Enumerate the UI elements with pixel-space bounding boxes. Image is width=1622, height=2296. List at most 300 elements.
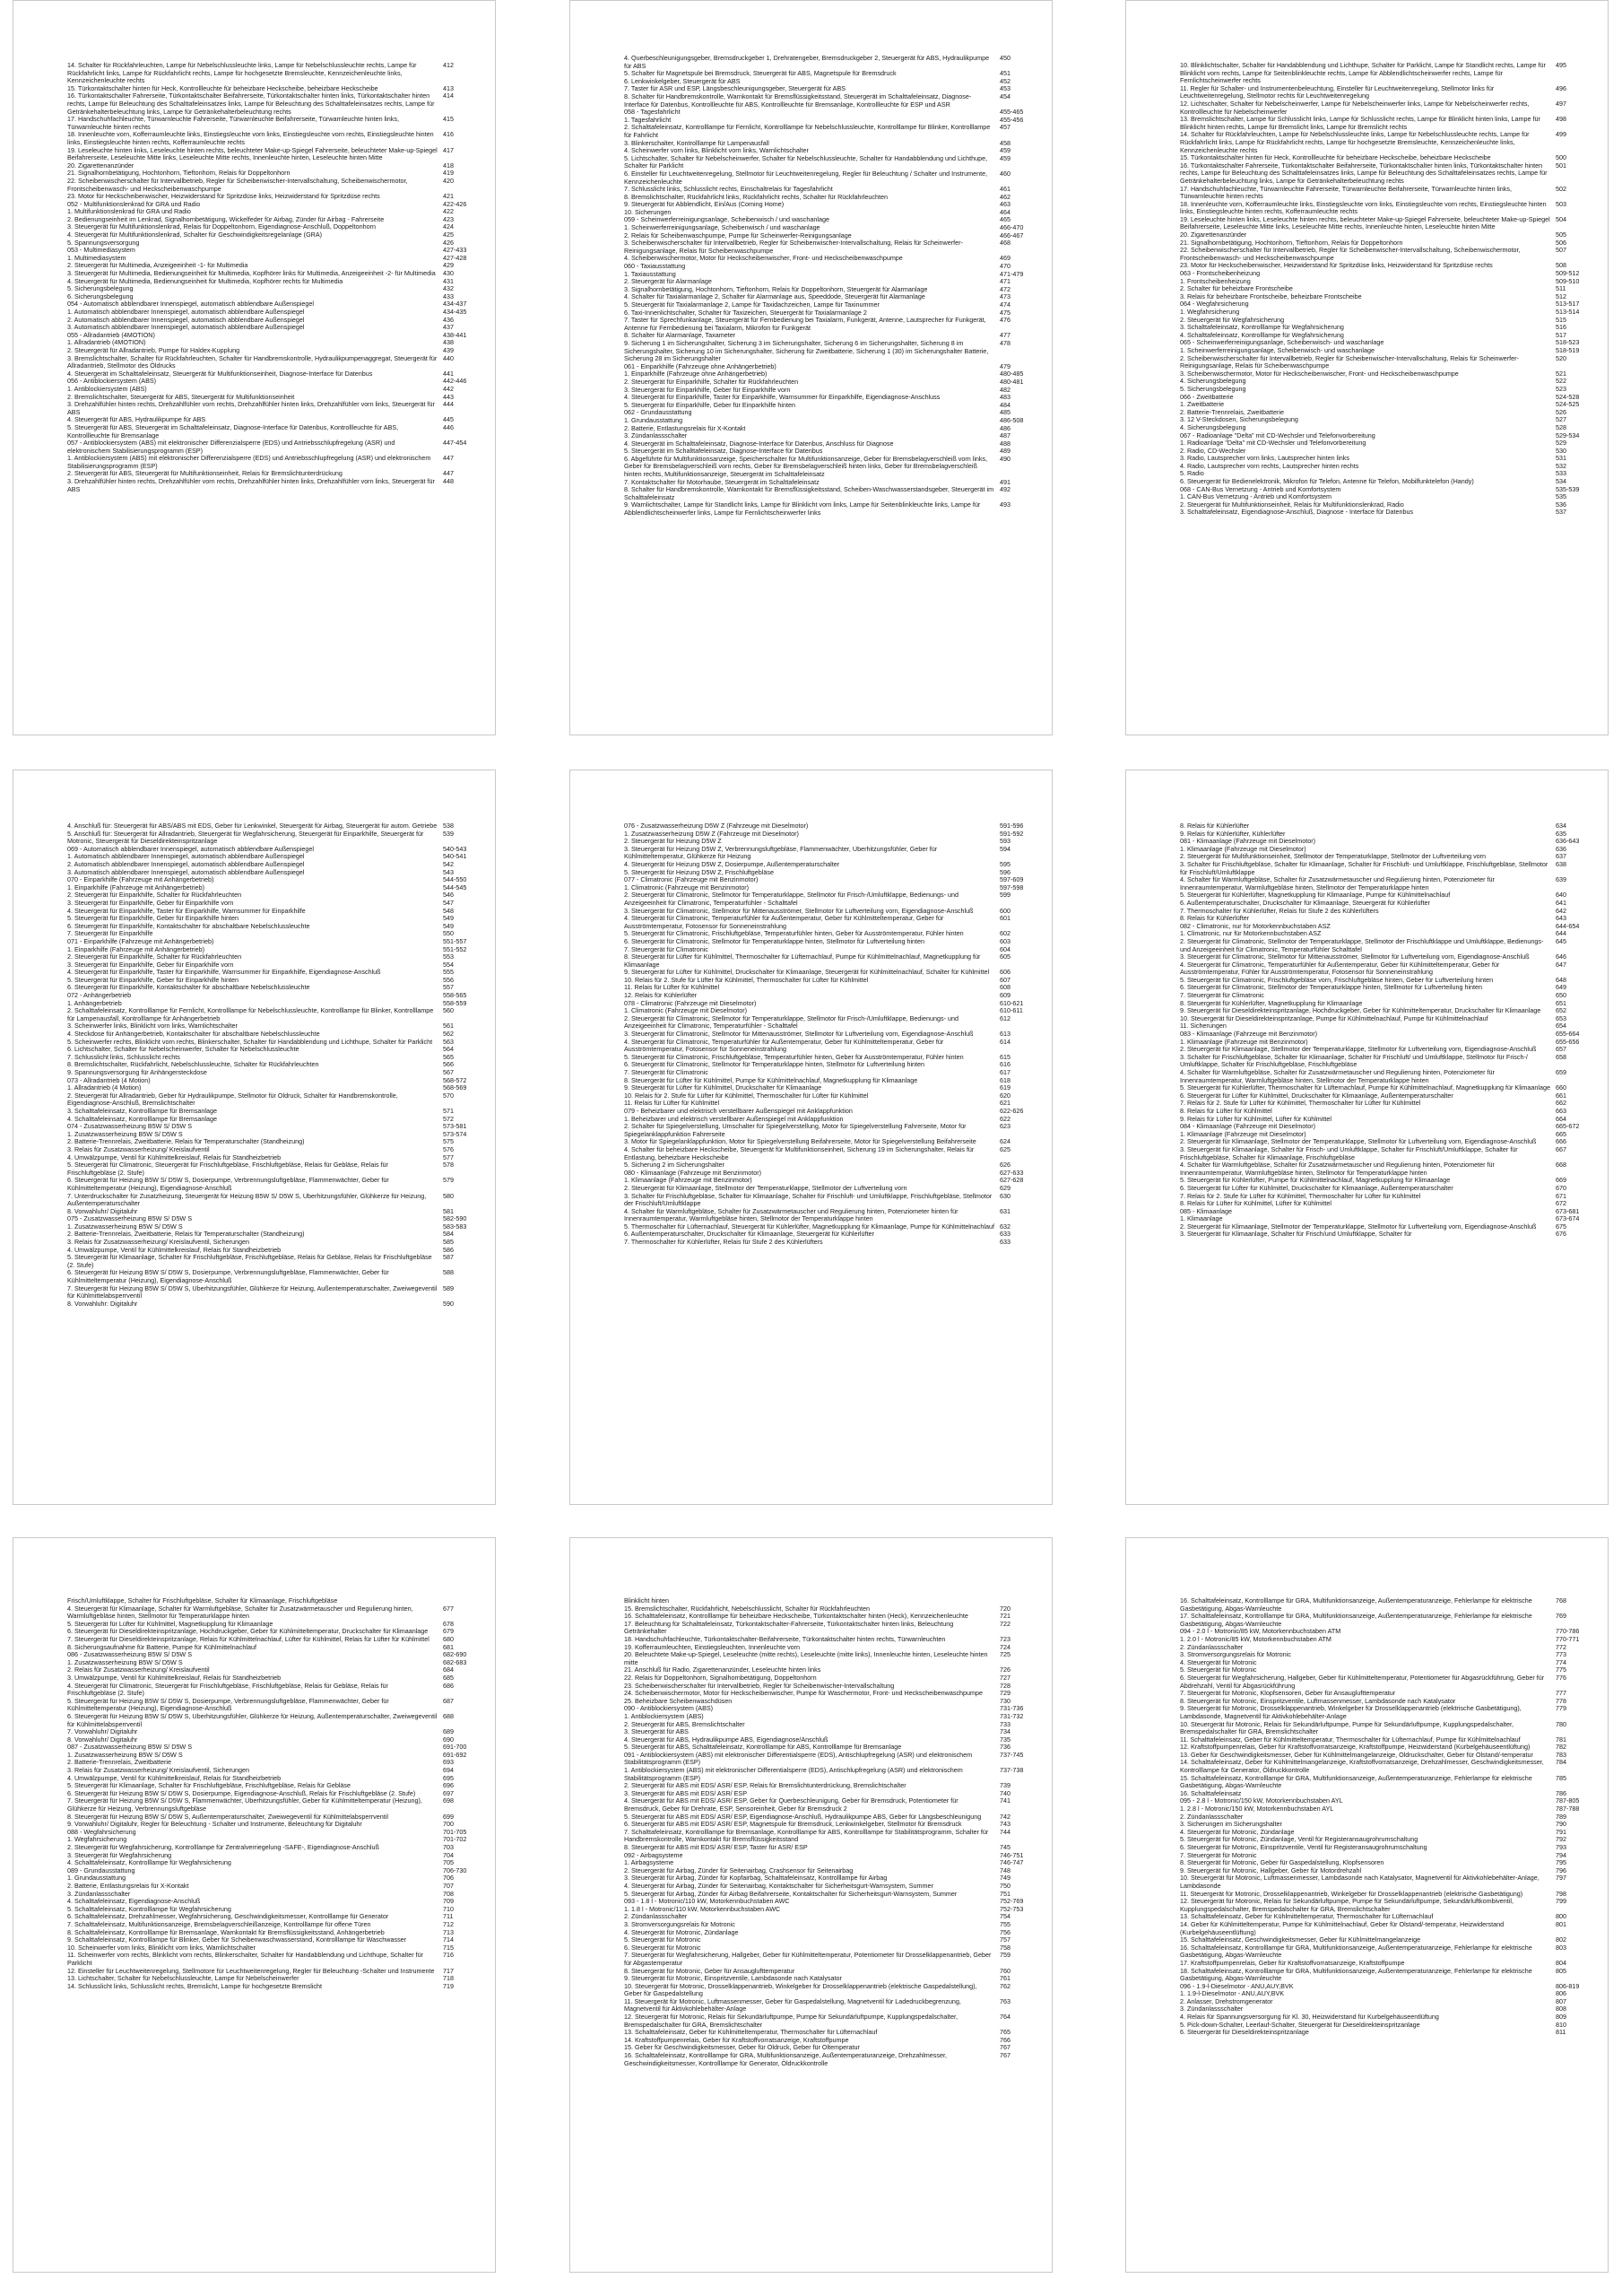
toc-entry (1180, 1666, 1595, 1674)
toc-entry (67, 1231, 482, 1239)
toc-entry-title: 3. Steuergerät für Climatronic, Stellmotor für Mittenausströmer, Stellmotor für Luftverteilung vorn, Eigendiagnose-Anschluß (624, 1031, 974, 1039)
toc-entry (67, 1247, 482, 1255)
toc-entry (67, 1921, 482, 1929)
toc-entry (67, 255, 482, 263)
toc-page-number: 673-681 (1556, 1206, 1580, 1215)
toc-entry (1180, 1852, 1595, 1860)
toc-page-number: 701-702 (443, 1835, 467, 1844)
toc-entry (624, 286, 1039, 294)
toc-page-number: 734 (1000, 1727, 1010, 1736)
toc-entry (624, 1123, 1039, 1138)
toc-page-number: 551-552 (443, 944, 467, 953)
toc-entry-title: 062 - Grundausstattung (624, 409, 692, 417)
toc-entry-title: 4. Umwälzpumpe, Ventil für Kühlmittelkreislauf, Relais für Standheizbetrieb (67, 1774, 282, 1782)
toc-entry (624, 1613, 1039, 1621)
toc-entry (67, 208, 482, 216)
toc-entry (67, 178, 482, 193)
toc-page-number: 606 (1000, 968, 1010, 977)
toc-entry-title: 2. Steuergerät für Heizung D5W Z (624, 838, 722, 846)
toc-entry (624, 201, 1039, 209)
toc-entry (624, 1161, 1039, 1170)
toc-page-number: 618 (1000, 1075, 1010, 1084)
toc-entry-title: 1. Antiblockiersystem (ABS) (624, 1712, 704, 1720)
toc-entry (1180, 262, 1595, 270)
toc-page-number: 530 (1556, 446, 1566, 455)
toc-page-number: 784 (1556, 1758, 1566, 1767)
toc-page-number: 610-611 (1000, 1006, 1023, 1015)
toc-entry-title: 3. Zündanlassschalter (67, 1890, 131, 1898)
toc-page-number: 733 (1000, 1719, 1010, 1728)
toc-entry (67, 62, 482, 85)
toc-entry (624, 1721, 1039, 1729)
toc-entry (67, 1674, 482, 1683)
toc-entry (1180, 1698, 1595, 1706)
toc-page-number: 429 (443, 261, 454, 270)
toc-entry (1180, 1131, 1595, 1139)
toc-entry-title: 5. Steuergerät für Climatronic, Steuergerät für Frischluftgebläse, Frischluftgebläse, Relais für Gebläse, Relais für Frischluftgebläse (2. Stufe) (67, 1161, 388, 1177)
toc-entry-title: 3. Steuergerät für Wegfahrsicherung (67, 1851, 172, 1859)
toc-page-number: 451 (1000, 69, 1010, 78)
toc-entry-title: 1. Zusatzwasserheizung D5W Z (Fahrzeuge mit Dieselmotor) (624, 830, 799, 838)
toc-page-number: 705 (443, 1858, 454, 1867)
toc-entry (624, 1829, 1039, 1844)
toc-page-number: 627-633 (1000, 1168, 1024, 1177)
toc-entry (624, 432, 1039, 440)
toc-entry-title: 6. Lenkwinkelgeber, Steuergerät für ABS (624, 77, 741, 85)
toc-entry-title: 17. Handschuhfachleuchte, Türwarnleuchte Fahrerseite, Türwarnleuchte Beifahrerseite, Türwarnleuchte hinten links, Türwarnleuchte hinten rechts (67, 116, 399, 131)
toc-entry-title: 2. Zündanlassschalter (624, 1913, 688, 1921)
toc-entry-title: 2. Batterie, Entlastungsrelais für X-Kontakt (67, 1882, 189, 1890)
toc-entry-title: 7. Relais für 2. Stufe für Lüfter für Kühlmittel, Thermoschalter für Lüfter für Kühlmittel (1180, 1100, 1421, 1108)
toc-entry (624, 1185, 1039, 1193)
toc-entry (624, 425, 1039, 433)
toc-page-number: 673-674 (1556, 1214, 1580, 1223)
toc-entry (624, 1138, 1039, 1146)
toc-page-number: 731-736 (1000, 1704, 1024, 1713)
toc-entry-title: 7. Thermoschalter für Kühlerlüfter, Relais für Stufe 2 des Kühlerlüfters (1180, 907, 1379, 915)
toc-entry-title: 22. Scheibenwischerschalter für Intervallbetrieb, Regler für Scheibenwischer-Intervallschaltung, Scheibenwischermotor, Frontscheibenwasch- und Heckscheibenwaschpumpe (1180, 247, 1521, 262)
toc-entry (67, 1300, 482, 1309)
toc-page-number: 416 (443, 130, 454, 139)
toc-page-number: 558-559 (443, 998, 467, 1007)
toc-page-number: 528 (1556, 422, 1566, 431)
toc-page-number: 685 (443, 1673, 454, 1682)
toc-entry (1180, 1046, 1595, 1054)
toc-entry-title: 6. Schalttafeleinsatz, Drehzahlmesser, Wegfahrsicherung, Geschwindigkeitsmesser, Kontrolllampe für Generator (67, 1913, 389, 1921)
toc-page-number: 478 (1000, 338, 1010, 347)
toc-page-number: 476 (1000, 316, 1010, 325)
toc-page-number: 770-771 (1556, 1634, 1580, 1643)
toc-page-number: 430 (443, 269, 454, 278)
toc-entry (67, 293, 482, 301)
toc-page-number: 597-598 (1000, 883, 1024, 891)
toc-entry (624, 309, 1039, 317)
toc-entry-title: 5. Pick-down-Schalter, Leerlauf-Schalter, Steuergerät für Dieseldirekteinspritzanlage (1180, 2021, 1420, 2029)
toc-page-number: 648 (1556, 975, 1566, 984)
toc-entry-title: 4. Querbeschleunigungsgeber, Bremsdruckgeber 1, Drehratengeber, Bremsdruckgeber 2, Steuergerät für ABS, Hydraulikpumpe für ABS (624, 55, 990, 70)
toc-entry-title: 5. Spannungsversorgung (67, 239, 140, 247)
toc-page-number: 652 (1556, 1006, 1566, 1015)
toc-entry-title: 18. Schalttafeleinsatz, Kontrolllampe für GRA, Multifunktionsanzeige, Außentemperaturanzeige, Fehlerlampe für elektrische Gasbetätigung, Abgas-Warnleuchte (1180, 1967, 1532, 1983)
toc-page-number: 506 (1556, 238, 1566, 247)
toc-page-number: 458 (1000, 138, 1010, 147)
toc-entry-title: 10. Sicherungen (624, 208, 672, 216)
toc-page-number: 597-609 (1000, 875, 1024, 884)
toc-entry (1180, 509, 1595, 517)
toc-page-number: 489 (1000, 447, 1010, 456)
toc-page-number: 464 (1000, 207, 1010, 216)
toc-entry-title: 2. Steuergerät für Klimaanlage, Stellmotor der Temperaturklappe, Stellmotor für Luftverteilung vorn, Eigendiagnose-Anschluß (1180, 1046, 1537, 1054)
toc-page-number: 765 (1000, 2028, 1010, 2037)
toc-entry-title: 4. Steuergerät für Multimedia, Bedienungseinheit für Multimedia, Kopfhörer rechts für Multimedia (67, 277, 343, 285)
toc-page-number: 764 (1000, 2013, 1010, 2022)
toc-entry-title: 085 - Klimaanlage (1180, 1207, 1232, 1215)
toc-page-number: 422 (443, 207, 454, 216)
toc-entry (624, 1944, 1039, 1952)
toc-page-number: 455-465 (1000, 108, 1024, 117)
toc-entry (1180, 853, 1595, 861)
toc-section-heading (1180, 432, 1595, 440)
toc-page-number: 806 (1556, 1989, 1566, 1998)
toc-list (624, 55, 1039, 517)
toc-section-heading (67, 938, 482, 946)
toc-entry-title: 2. Schalttafeleinsatz, Kontrolllampe für Fernlicht, Kontrolllampe für Nebelschlussleuchte, Kontrolllampe für Blinker, Kontrolllampe für Lampenausfall, Kontrolllampe für Anhängerbetrieb (67, 1007, 434, 1022)
toc-page-number: 761 (1000, 1974, 1010, 1983)
toc-entry-title: 6. Sicherungsbelegung (67, 292, 134, 300)
toc-page-number: 441 (443, 369, 454, 378)
toc-page-number: 414 (443, 91, 454, 100)
toc-page-number: 422-426 (443, 199, 467, 208)
toc-page-number: 755 (1000, 1919, 1010, 1928)
toc-entry-title: 4. Schalter für Taxialarmanlage 2, Schalter für Alarmanlage aus, Speeddode, Steuergerät für Alarmanlage (624, 293, 925, 301)
toc-entry-title: 6. Steuergerät für Dieseldirekteinspritzanlage, Hochdruckgeber, Geber für Kühlmitteltemperatur, Druckschalter für Klimaanlage (67, 1628, 429, 1636)
toc-page-number: 568-572 (443, 1075, 467, 1084)
toc-entry-title: 2. Steuergerät für ABS, Steuergerät für Multifunktionseinheit, Relais für Bremslichtunterdrückung (67, 470, 343, 478)
toc-page-number: 696 (443, 1781, 454, 1790)
toc-page-number: 645 (1556, 936, 1566, 945)
toc-entry (1180, 1116, 1595, 1124)
toc-entry-title: 076 - Zusatzwasserheizung D5W Z (Fahrzeuge mit Dieselmotor) (624, 822, 809, 830)
toc-page-number: 803 (1556, 1943, 1566, 1952)
toc-page-number: 496 (1556, 83, 1566, 92)
toc-entry-title: 3. Sicherungen im Sicherungshalter (1180, 1821, 1282, 1829)
toc-page-number: 424 (443, 222, 454, 231)
toc-entry-title: 14. Schalter für Rückfahrleuchten, Lampe für Nebelschlussleuchte links, Lampe für Nebelschlussleuchte rechts, Lampe für Rückfahrlicht links, Lampe für Rückfahrlicht rechts, Lampe für hochgesetzte Bremsleuchte, Kennzeichenleuchte links, Kennzeichenleuchte rechts (67, 62, 417, 85)
toc-page-number: 776 (1556, 1673, 1566, 1682)
toc-page-number: 602 (1000, 929, 1010, 938)
toc-page-number: 664 (1556, 1114, 1566, 1123)
toc-page-number: 415 (443, 115, 454, 124)
toc-entry-title: 5. Scheinwerfer rechts, Blinklicht vorn rechts, Blinkerschalter, Schalter für Handabblendung und Lichthupe, Schalter für Parklicht (67, 1038, 433, 1046)
toc-entry (67, 231, 482, 239)
toc-section-heading (624, 370, 1039, 378)
toc-entry (1180, 1200, 1595, 1208)
toc-entry-title: 6. Steuergerät für Einparkhilfe, Kontaktschalter für abschaltbare Nebelschlussleuchte (67, 922, 310, 930)
toc-entry (624, 861, 1039, 869)
toc-page-number: 802 (1556, 1935, 1566, 1944)
toc-page-number: 518-523 (1556, 338, 1580, 347)
toc-page-number: 484 (1000, 400, 1010, 409)
toc-page-number: 679 (443, 1627, 454, 1636)
toc-entry-title: 9. Relais für Kühlerlüfter, Kühlerlüfter (1180, 830, 1286, 838)
toc-list (1180, 62, 1595, 517)
toc-entry-title: 11. Steuergerät für Motronic, Luftmassenmesser, Geber für Gaspedalstellung, Magnetventil für Ladedruckbegrenzung, Magnetventil für Aktivkohlebehälter-Anlage (624, 1997, 961, 2013)
toc-page-number: 723 (1000, 1634, 1010, 1643)
toc-entry (624, 1929, 1039, 1937)
toc-entry (67, 1193, 482, 1208)
toc-page-number: 691-700 (443, 1743, 467, 1752)
toc-entry (67, 1929, 482, 1937)
toc-entry (67, 1883, 482, 1891)
toc-entry (67, 455, 482, 470)
toc-entry-title: 4. Steuergerät für Motronic, Zündanlage (624, 1928, 739, 1936)
toc-entry (624, 1208, 1039, 1223)
toc-entry-title: 2. Zündanlassschalter (1180, 1643, 1244, 1651)
toc-entry-title: 1. Einparkhilfe (Fahrzeuge ohne Anhängerbetrieb) (624, 370, 768, 378)
toc-page-number: 644 (1556, 929, 1566, 938)
toc-page-number: 473 (1000, 292, 1010, 301)
toc-page-number: 793 (1556, 1843, 1566, 1851)
toc-entry-title: 23. Motor für Heckscheibenwischer, Heizwiderstand für Spritzdüse links, Heizwiderstand für Spritzdüse rechts (1180, 262, 1493, 270)
toc-page-number: 638 (1556, 859, 1566, 868)
toc-entry-title: 1. Automatisch abblendbarer Innenspiegel, automatisch abblendbare Außenspiegel (67, 309, 305, 316)
toc-page-number: 446 (443, 422, 454, 431)
toc-page-number: 792 (1556, 1835, 1566, 1844)
toc-entry (624, 2044, 1039, 2052)
toc-entry-title: 3. Schalter für Frischluftgebläse, Schalter für Klimaanlage, Schalter für Frischluft- und Umluftklappe, Frischluftgebläse, Stellmotor der Frischluft/Umluftklappe (624, 1192, 993, 1208)
toc-entry (624, 239, 1039, 255)
toc-entry-title: 4. Scheibenwischermotor, Motor für Heckscheibenwischer, Front- und Heckscheibenwaschpumpe (624, 255, 903, 263)
toc-entry (67, 891, 482, 900)
toc-entry-title: 15. Schalttafeleinsatz, Kontrolllampe für GRA, Multifunktionsanzeige, Außentemperaturanzeige, Fehlerlampe für elektrische Gasbetätigung, Abgas-Warnleuchte (1180, 1774, 1532, 1790)
toc-entry-title: 8. Steuergerät für Motronic, Geber für Ansauglufttemperatur (624, 1967, 795, 1975)
toc-entry-title: 063 - Frontscheibenheizung (1180, 270, 1261, 278)
toc-entry (624, 908, 1039, 916)
toc-page-number: 572 (443, 1114, 454, 1123)
toc-page-number: 513-517 (1556, 300, 1580, 309)
toc-entry-title: 19. Leseleuchte hinten links, Leseleuchte hinten rechts, beleuchteter Make-up-Spiegel Fahrerseite, beleuchteter Make-up-Spiegel Beifahrerseite, Leseleuchte Mitte links, Leseleuchte Mitte rechts, Innenleuchte hinten, Leseleuchte hinten Mitte (67, 146, 438, 162)
toc-section-heading (67, 439, 482, 455)
toc-page-number: 523 (1556, 384, 1566, 393)
toc-entry-title: 4. Steuergerät für Motronic, Zündanlage (1180, 1828, 1295, 1836)
toc-entry-title: 11. Scheinwerfer vorn rechts, Blinklicht vorn rechts, Blinkerschalter, Schalter für Handabblendung und Lichthupe, Schalter für Parklicht (67, 1952, 423, 1967)
toc-entry (624, 1683, 1039, 1691)
toc-entry-title: 7. Schalttafeleinsatz, Kontrolllampe für Bremsanlage, Kontrolllampe für ABS, Kontrolllampe für Stabilitätsprogramm, Schalter für Handbremskontrolle, Warnkontakt für Bremsflüssigkeitsstand (624, 1828, 989, 1844)
toc-entry-title: 6. Außentemperaturschalter, Druckschalter für Klimaanlage, Steuergerät für Kühlerlüfter (1180, 899, 1430, 907)
toc-entry (624, 1092, 1039, 1100)
toc-entry (67, 478, 482, 493)
toc-entry (67, 1874, 482, 1883)
toc-page-number: 437 (443, 323, 454, 332)
toc-entry (1180, 317, 1595, 325)
toc-entry (67, 884, 482, 892)
toc-entry (1180, 1054, 1595, 1069)
toc-page-number: 742 (1000, 1812, 1010, 1821)
toc-entry-title: 7. Vorwahluhr/ Digitaluhr (67, 1728, 138, 1736)
toc-entry-title: 3. Steuergerät für Einparkhilfe, Geber für Einparkhilfe vorn (624, 386, 791, 394)
toc-entry (67, 424, 482, 439)
toc-entry (67, 869, 482, 877)
toc-entry (67, 831, 482, 846)
toc-entry (67, 1254, 482, 1269)
toc-entry-title: 8. Schalttafeleinsatz, Kontrolllampe für Bremsanlage, Warnkontakt für Bremsflüssigkeitsstand, Anhängerbetrieb (67, 1928, 385, 1936)
toc-page-number: 756 (1000, 1927, 1010, 1936)
toc-section-heading (624, 1000, 1039, 1008)
toc-section-heading (624, 822, 1039, 831)
toc-page-number: 443 (443, 392, 454, 401)
toc-entry (624, 1797, 1039, 1813)
toc-entry (624, 1998, 1039, 2013)
toc-page-number: 557 (443, 983, 454, 992)
toc-page-number: 718 (443, 1974, 454, 1983)
toc-page-number: 703 (443, 1843, 454, 1851)
toc-page-number: 654 (1556, 1022, 1566, 1031)
toc-page-number: 584 (443, 1230, 454, 1239)
toc-entry (1180, 162, 1595, 186)
toc-page-number: 801 (1556, 1919, 1566, 1928)
toc-entry-title: 7. Steuergerät für Climatronic (624, 945, 708, 953)
toc-page-number: 426 (443, 238, 454, 247)
toc-page-number: 706-730 (443, 1866, 467, 1874)
toc-entry-title: 3. Schalter für Frischluftgebläse, Schalter für Klimaanlage, Schalter für Frischluft/ und Umluftklappe, Stellmotor für Frisch-/ Umluftklappe, Schalter für Frischluftgebläse, Frischluftgebläse (1180, 1053, 1528, 1069)
toc-entry-title: 9. Warnlichtschalter, Lampe für Standlicht links, Lampe für Blinklicht vorn links, Lampe für Seitenblinkleuchte links, Lampe für Abblendlichtscheinwerfer links, Lampe für Fernlichtscheinwerfer links (624, 501, 981, 517)
toc-entry-title: 6. Steuergerät für Dieseldirekteinspritzanlage (1180, 2029, 1309, 2037)
toc-page-number: 542 (443, 859, 454, 868)
toc-entry (624, 1891, 1039, 1899)
toc-entry (624, 953, 1039, 969)
toc-entry-title: 18. Handschuhfachleuchte, Türkontaktschalter-Beifahrerseite, Türkontaktschalter hinten rechts, Türwarnleuchten (624, 1635, 946, 1643)
toc-entry-title: 4. Scheinwerfer vorn links, Blinklicht vorn links, Warnlichtschalter (624, 147, 809, 155)
toc-page-number: 417 (443, 145, 454, 154)
toc-entry (67, 1898, 482, 1906)
toc-entry (1180, 470, 1595, 478)
toc-page-number: 461 (1000, 185, 1010, 194)
toc-entry-title: 7. Steuergerät für Wegfahrsicherung, Hallgeber, Geber für Kühlmitteltemperatur, Potentiometer für Drosselklappenantrieb, Geber für Abgastemperatur (624, 1952, 992, 1967)
toc-entry (1180, 1690, 1595, 1698)
toc-page-number: 486 (1000, 423, 1010, 432)
toc-list (67, 1597, 482, 1990)
toc-entry-title: 5. Steuergerät für Motronic, Zündanlage, Ventil für Registeransaugrohrumschaltung (1180, 1836, 1418, 1844)
toc-entry (624, 1698, 1039, 1706)
toc-entry-title: 9. Relais für Lüfter für Kühlmittel, Lüfter für Kühlmittel (1180, 1115, 1331, 1123)
toc-entry-title: 8. Vorwahluhr/ Digitaluhr (67, 1207, 138, 1215)
toc-entry-title: 8. Steuergerät für Motronic, Einspritzventile, Luftmassenmesser, Lambdasonde nach Katalysator (1180, 1697, 1456, 1705)
toc-entry-title: 2. Steuergerät für ABS mit EDS/ ASR/ ESP, Relais für Bremslichtunterdrückung, Bremslichtschalter (624, 1782, 906, 1790)
toc-page-number: 704 (443, 1850, 454, 1859)
toc-section-heading (67, 1744, 482, 1752)
toc-entry-title: 4. Steuergerät für Motronic (1180, 1658, 1257, 1666)
toc-entry (67, 1759, 482, 1767)
toc-entry (1180, 992, 1595, 1000)
toc-entry (67, 1223, 482, 1231)
toc-entry-title: 1. Radioanlage "Delta" mit CD-Wechsler und Telefonvorbereitung (1180, 439, 1366, 448)
toc-entry-title: 10. Relais für 2. Stufe für Lüfter für Kühlmittel, Thermoschalter für Lüfter für Kühlmittel (624, 976, 869, 984)
toc-page-number: 563 (443, 1037, 454, 1046)
toc-entry (67, 339, 482, 347)
toc-page-number: 565 (443, 1052, 454, 1061)
toc-entry-title: 15. Türkontaktschalter hinten für Heck, Kontrollleuchte für beheizbare Heckscheibe, beheizbare Heckscheibe (1180, 154, 1491, 162)
toc-page-number: 539 (443, 829, 454, 838)
toc-page-number: 509-510 (1556, 276, 1580, 285)
toc-page-number: 453 (1000, 84, 1010, 93)
toc-entry (1180, 1613, 1595, 1628)
toc-page-number: 560 (443, 1006, 454, 1015)
toc-page-number: 529-534 (1556, 430, 1580, 439)
toc-entry-title: 5. Thermoschalter für Lüfternachlauf, Steuergerät für Kühlerlüfter, Magnetkupplung für Klimaanlage, Pumpe für Kühlmittelnachlauf (624, 1222, 994, 1231)
toc-entry-title: 090 - Antiblockiersystem (ABS) (624, 1705, 714, 1713)
toc-entry-title: 3. Automatisch abblendbarer Innenspiegel, automatisch abblendbare Außenspiegel (67, 324, 305, 332)
toc-page-number: 413 (443, 83, 454, 92)
toc-entry-title: 20. Zigarettenanzünder (1180, 231, 1247, 239)
toc-entry (67, 92, 482, 116)
toc-page-number: 591-592 (1000, 829, 1024, 838)
toc-entry (624, 1867, 1039, 1875)
toc-entry (624, 1644, 1039, 1652)
toc-page-number: 663 (1556, 1106, 1566, 1115)
toc-entry (67, 930, 482, 938)
toc-page-number: 716 (443, 1951, 454, 1960)
toc-entry-title: 5. Steuergerät für Climatronic, Frischluftgebläse, Temperaturfühler hinten, Geber für Ausströmtemperatur, Fühler hinten (624, 1053, 964, 1061)
toc-entry (67, 85, 482, 93)
toc-entry (1180, 439, 1595, 448)
toc-entry (67, 853, 482, 861)
toc-entry-title: 10. Steuergerät für Motronic, Luftmassenmesser, Lambdasonde nach Katalysator, Magnetventil für Aktivkohlebehälter-Anlage, Lambdasonde (1180, 1874, 1540, 1890)
toc-section-heading (67, 332, 482, 340)
toc-page-number: 488 (1000, 439, 1010, 448)
toc-entry-title: 1. CAN-Bus Vernetzung - Antrieb und Komfortsystem (1180, 493, 1331, 501)
toc-entry-title: 3. Steuergerät für ABS mit EDS/ ASR/ ESP (624, 1789, 748, 1797)
toc-page-number: 783 (1556, 1750, 1566, 1759)
toc-list (67, 822, 482, 1308)
toc-page-number: 641 (1556, 898, 1566, 907)
toc-entry (67, 470, 482, 478)
toc-entry (624, 363, 1039, 371)
toc-entry-title: 14. Kraftstoffpumpenrelais, Geber für Kraftstoffvorratsanzeige, Kraftstoffpumpe (624, 2036, 849, 2044)
toc-page-number: 485 (1000, 408, 1010, 417)
toc-entry-title: 9. Vorwahluhr/ Digitaluhr, Regler für Beleuchtung - Schalter und Instrumente, Beleuchtung für Digitaluhr (67, 1821, 362, 1829)
toc-entry-title: 094 - 2.0 l - Motronic/85 kW, Motorkennbuchstaben ATM (1180, 1628, 1341, 1636)
toc-entry-title: 9. Steuergerät für Lüfter für Kühlmittel, Druckschalter für Klimaanlage, Steuergerät für Kühlmittelnachlauf, Schalter für Kühlmittel (624, 969, 990, 977)
toc-entry (624, 486, 1039, 501)
toc-entry (624, 1975, 1039, 1983)
toc-page-number: 439 (443, 345, 454, 354)
toc-entry (67, 984, 482, 992)
toc-page-number: 549 (443, 921, 454, 930)
toc-entry (67, 1644, 482, 1652)
toc-entry-title: 2. Bedienungseinheit im Lenkrad, Signalhornbetätigung, Wickelfeder für Airbag, Zünder für Airbag - Fahrerseite (67, 215, 385, 223)
toc-entry (1180, 1007, 1595, 1015)
toc-page-number: 442-446 (443, 377, 467, 386)
toc-entry-title: 6. Abgeführte für Multifunktionsanzeige, Speicherschalter für Multifunktionsanzeige, Geber für Bremsbelagverschleiß vorn links, Geber für Bremsbelagverschleiß vorn rechts, Geber für Bremsbelagverschleiß hinten links, Geber für Bremsbelagverschleiß hinten rechts, Multifunktionsanzeige, Steuergerät im Schalttafeleinsatz (624, 455, 988, 479)
toc-entry-title: 16. Schalttafeleinsatz, Kontrolllampe für beheizbare Heckscheibe, Türkontaktschalter hinten (Heck), Kennzeichenleuchte (624, 1613, 968, 1621)
toc-page-number: 564 (443, 1045, 454, 1054)
toc-entry-title: 2. Relais für Scheibenwaschpumpe, Pumpe für Scheinwerfer-Reinigungsanlage (624, 231, 852, 239)
toc-entry (1180, 378, 1595, 386)
toc-entry (67, 822, 482, 831)
toc-page-number: 418 (443, 161, 454, 170)
toc-entry-title: 1. Klimaanlage (1180, 1215, 1223, 1223)
toc-entry (1180, 915, 1595, 923)
toc-page-number: 795 (1556, 1858, 1566, 1867)
toc-entry-title: 18. Innenleuchte vorn, Kofferraumleuchte links, Einstiegsleuchte vorn links, Einstiegsleuchte vorn rechts, Einstiegsleuchte hinten links, Einstiegsleuchte hinten rechts, Kofferraumleuchte rechts (67, 131, 434, 146)
toc-page-number: 707 (443, 1881, 454, 1890)
toc-entry (624, 1936, 1039, 1944)
toc-entry-title: 20. Beleuchtete Make-up-Spiegel, Leseleuchte (mitte rechts), Leseleuchte (mitte links), Innenleuchte hinten, Leseleuchte hinten mitte (624, 1651, 988, 1666)
toc-entry-title: 7. Unterdruckschalter für Zusatzheizung, Steuergerät für Heizung B5W S/ D5W S, Überhitzungsfühler, Glühkerze für Heizung, Außentemperaturschalter (67, 1192, 427, 1208)
toc-page-number: 547 (443, 898, 454, 907)
toc-entry (1180, 463, 1595, 471)
toc-entry (67, 1713, 482, 1728)
